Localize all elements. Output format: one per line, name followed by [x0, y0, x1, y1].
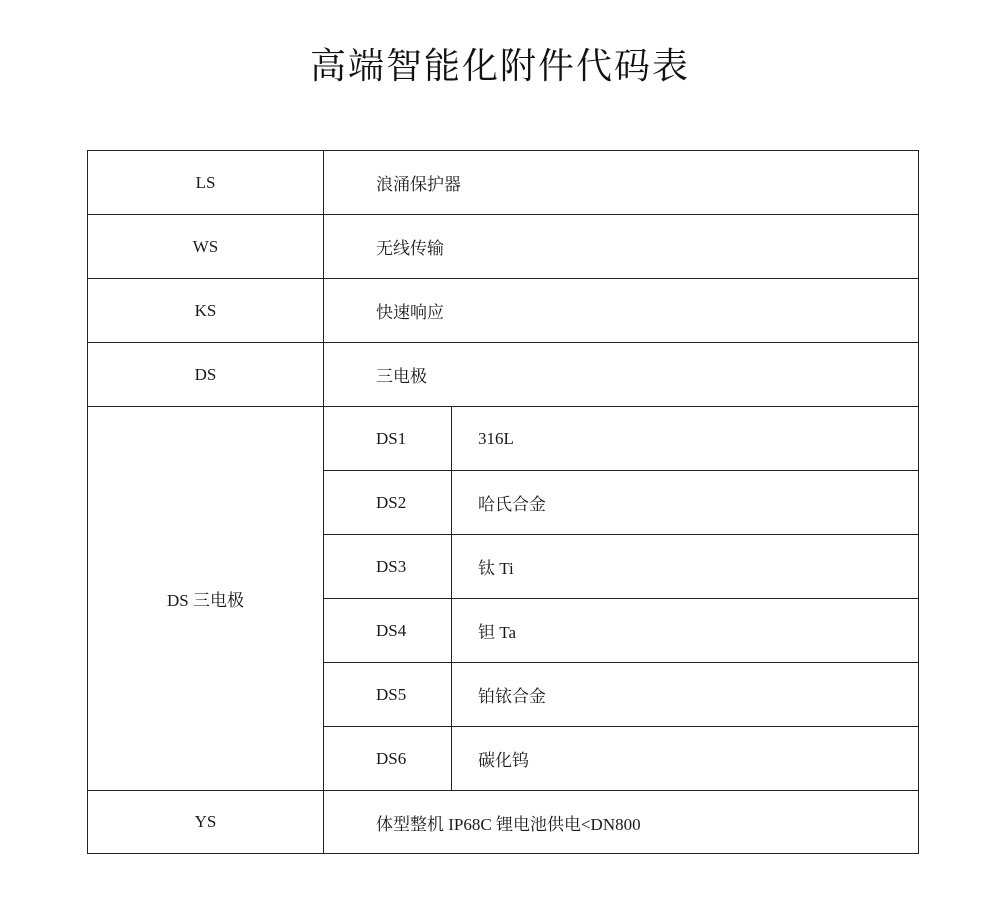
group-label-cell: DS 三电极 — [167, 591, 244, 610]
sub-desc-cell: 哈氏合金 — [478, 495, 546, 514]
desc-cell: 浪涌保护器 — [376, 175, 461, 194]
sub-desc-cell: 碳化钨 — [478, 751, 529, 770]
sub-code-cell: DS5 — [376, 684, 407, 704]
code-cell: LS — [195, 172, 216, 192]
desc-cell: 体型整机 IP68C 锂电池供电<DN800 — [376, 814, 641, 834]
page-title: 高端智能化附件代码表 — [309, 46, 690, 87]
desc-cell: 三电极 — [376, 367, 427, 386]
sub-desc-cell: 铂铱合金 — [478, 687, 546, 706]
sub-code-cell: DS3 — [376, 556, 407, 576]
sub-desc-cell: 钛 Ti — [478, 559, 514, 578]
sub-code-cell: DS1 — [376, 428, 407, 448]
code-cell: KS — [194, 300, 217, 320]
column-divider — [451, 406, 452, 790]
sub-desc-cell: 钽 Ta — [478, 623, 516, 642]
code-cell: YS — [194, 812, 217, 831]
desc-cell: 快速响应 — [376, 303, 444, 322]
desc-cell: 无线传输 — [376, 239, 444, 258]
column-divider — [323, 151, 324, 853]
sub-code-cell: DS4 — [376, 620, 407, 640]
code-cell: WS — [192, 236, 219, 256]
sub-code-cell: DS2 — [376, 492, 407, 512]
sub-desc-cell: 316L — [478, 428, 514, 448]
accessory-code-table — [87, 150, 919, 854]
code-cell: DS — [194, 364, 217, 384]
sub-code-cell: DS6 — [376, 748, 407, 768]
